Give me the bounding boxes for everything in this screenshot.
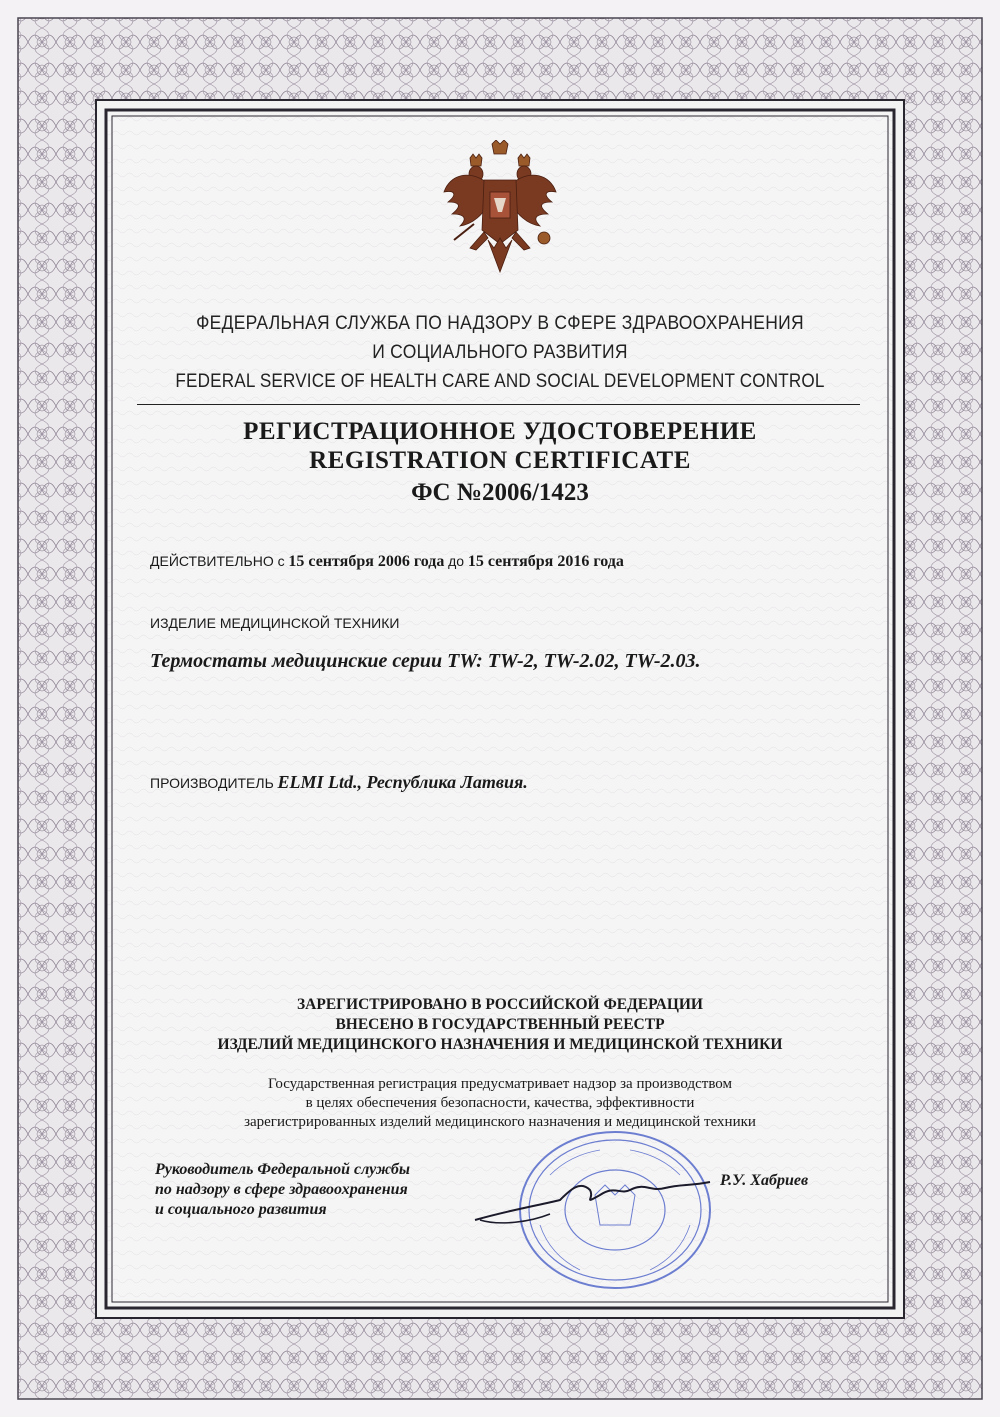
manufacturer-line (150, 772, 528, 793)
certificate-title-en: REGISTRATION CERTIFICATE (309, 447, 691, 474)
coat-of-arms-emblem (440, 140, 560, 275)
agency-name-en: FEDERAL SERVICE OF HEALTH CARE AND SOCIAL DEVELOPMENT CONTROL (175, 371, 825, 392)
validity-to: 15 сентября 2016 года (467, 553, 624, 570)
validity-to-label: до (448, 553, 465, 569)
product-name: Термостаты медицинские серии TW: TW-2, TW-2.02, TW-2.03. (150, 650, 701, 672)
signatory-name: Р.У. Хабриев (720, 1172, 809, 1189)
registration-line1: ЗАРЕГИСТРИРОВАНО В РОССИЙСКОЙ ФЕДЕРАЦИИ (296, 996, 703, 1013)
registration-line3: ИЗДЕЛИЙ МЕДИЦИНСКОГО НАЗНАЧЕНИЯ И МЕДИЦИНСКОЙ ТЕХНИКИ (217, 1036, 783, 1053)
signatory-title-line1: Руководитель Федеральной службы (155, 1161, 410, 1178)
registration-para-line1: Государственная регистрация предусматривает надзор за производством (267, 1076, 733, 1092)
handwritten-signature (470, 1160, 720, 1240)
registration-para-line2: в целях обеспечения безопасности, качества, эффективности (305, 1095, 695, 1111)
signatory-title (155, 1160, 410, 1220)
validity-from: 15 сентября 2006 года (288, 553, 445, 570)
certificate-title-ru: РЕГИСТРАЦИОННОЕ УДОСТОВЕРЕНИЕ (243, 418, 757, 445)
validity-line (150, 553, 624, 571)
product-label: ИЗДЕЛИЕ МЕДИЦИНСКОЙ ТЕХНИКИ (150, 615, 400, 631)
manufacturer-name: ELMI Ltd., Республика Латвия. (277, 772, 528, 792)
registration-para-line3: зарегистрированных изделий медицинского назначения и медицинской техники (244, 1114, 756, 1130)
agency-name-ru-line1: ФЕДЕРАЛЬНАЯ СЛУЖБА ПО НАДЗОРУ В СФЕРЕ ЗДРАВООХРАНЕНИЯ (196, 313, 804, 334)
manufacturer-label: ПРОИЗВОДИТЕЛЬ (150, 775, 274, 791)
header-divider (137, 404, 860, 405)
agency-name-ru-line2: И СОЦИАЛЬНОГО РАЗВИТИЯ (372, 342, 628, 363)
certificate-number: ФС №2006/1423 (411, 479, 589, 506)
signatory-title-line2: по надзору в сфере здравоохранения (155, 1181, 408, 1198)
registration-line2: ВНЕСЕНО В ГОСУДАРСТВЕННЫЙ РЕЕСТР (335, 1016, 665, 1033)
validity-label: ДЕЙСТВИТЕЛЬНО с (150, 553, 285, 569)
signatory-title-line3: и социального развития (155, 1201, 327, 1218)
